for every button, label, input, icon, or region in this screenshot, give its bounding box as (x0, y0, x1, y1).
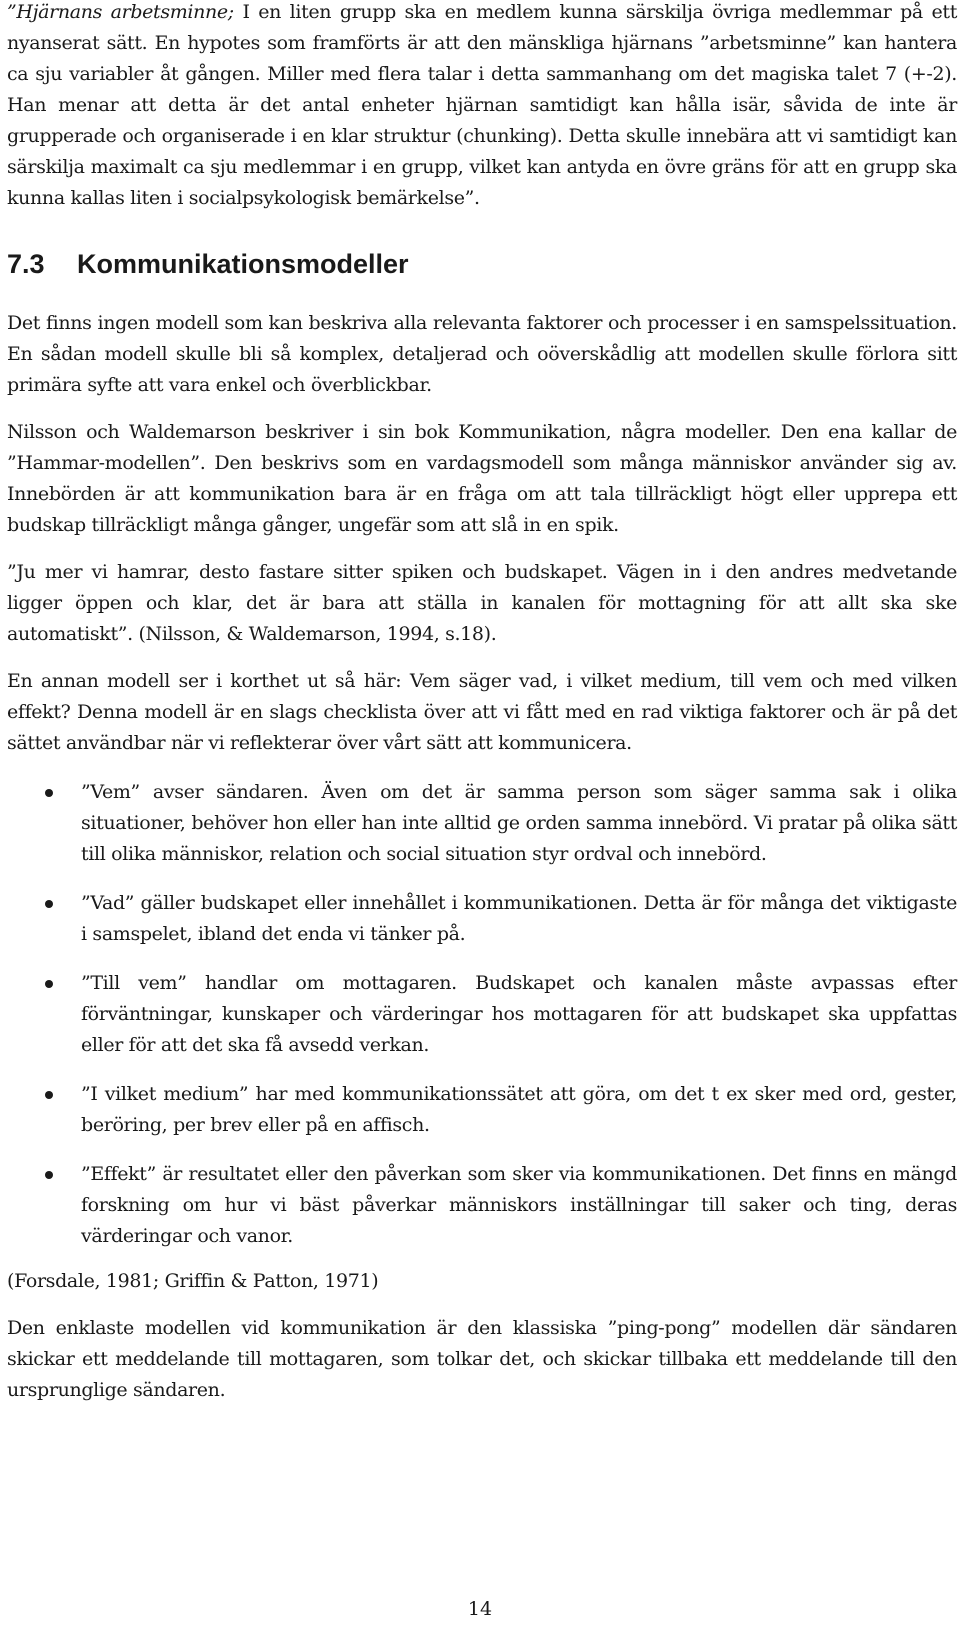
section-number: 7.3 (7, 249, 45, 279)
bullet-dot (45, 900, 53, 908)
body-text (7, 308, 957, 1406)
citation: (Forsdale, 1981; Griffin & Patton, 1971) (7, 1270, 379, 1292)
intro-lead-italic: ”Hjärnans arbetsminne; (7, 1, 234, 23)
list-item (7, 777, 957, 870)
intro-paragraph (7, 0, 957, 214)
paragraph-ping-pong: Den enklaste modellen vid kommunikation är den klassiska ”ping-pong” modellen där sändaren skickar ett meddelande till mottagaren, som tolkar det, och skickar tillbaka ett meddelande till den ursprunglige sändaren. (7, 1317, 957, 1401)
bullet-text: ”Effekt” är resultatet eller den påverkan som sker via kommunikationen. Det finns en mängd forskning om hur vi bäst påverkar människors inställningar till saker och ting, deras värderingar och vanor. (81, 1163, 957, 1247)
paragraph-model-limits: Det finns ingen modell som kan beskriva alla relevanta faktorer och processer i en samspelssituation. En sådan modell skulle bli så komplex, detaljerad och oöverskådlig att modellen skulle förlora sitt primära syfte att vara enkel och överblickbar. (7, 312, 957, 396)
bullet-text: ”Vem” avser sändaren. Även om det är samma person som säger samma sak i olika situationer, behöver hon eller han inte alltid ge orden samma innebörd. Vi pratar på olika sätt till olika människor, relation och social situation styr ordval och innebörd. (81, 781, 957, 865)
bullet-dot (45, 789, 53, 797)
list-item (7, 968, 957, 1061)
bullet-text: ”Till vem” handlar om mottagaren. Budskapet och kanalen måste avpassas efter förväntningar, kunskaper och värderingar hos mottagaren för att budskapet ska uppfattas eller för att det ska få avsedd verkan. (81, 972, 957, 1056)
paragraph-hammer-quote: ”Ju mer vi hamrar, desto fastare sitter spiken och budskapet. Vägen in i den andres medvetande ligger öppen och klar, det är bara att ställa in kanalen för mottagning för att allt ska ske automatiskt”. (Nilsson, & Waldemarson, 1994, s.18). (7, 561, 957, 645)
checklist-bullets (7, 777, 957, 1252)
paragraph-hammer-model: Nilsson och Waldemarson beskriver i sin bok Kommunikation, några modeller. Den ena kallar de ”Hammar-modellen”. Den beskrivs som en vardagsmodell som många människor använder sig av. Innebörden är att kommunikation bara är en fråga om att tala tillräckligt högt eller upprepa ett budskap tillräckligt många gånger, ungefär som att slå in en spik. (7, 421, 957, 536)
paragraph-checklist-model: En annan modell ser i korthet ut så här: Vem säger vad, i vilket medium, till vem och med vilken effekt? Denna modell är en slags checklista över att vi fått med en rad viktiga faktorer och är på det sättet användbar när vi reflekterar över vårt sätt att kommunicera. (7, 670, 957, 754)
list-item (7, 1159, 957, 1252)
bullet-dot (45, 1171, 53, 1179)
list-item (7, 1079, 957, 1141)
list-item (7, 888, 957, 950)
bullet-text: ”Vad” gäller budskapet eller innehållet i kommunikationen. Detta är för många det viktigaste i samspelet, ibland det enda vi tänker på. (81, 892, 957, 945)
bullet-dot (45, 1091, 53, 1099)
bullet-dot (45, 980, 53, 988)
section-heading (7, 248, 409, 280)
page-number: 14 (467, 1598, 493, 1620)
section-title: Kommunikationsmodeller (77, 249, 409, 279)
intro-text: I en liten grupp ska en medlem kunna särskilja övriga medlemmar på ett nyanserat sätt. En hypotes som framförts är att den mänskliga hjärnans ”arbetsminne” kan hantera ca sju variabler åt gången. Miller med flera talar i detta sammanhang om det magiska talet 7 (+-2). Han menar att detta är det antal enheter hjärnan samtidigt kan hålla isär, såvida de inte är grupperade och organiserade i en klar struktur (chunking). Detta skulle innebära att vi samtidigt kan särskilja maximalt ca sju medlemmar i en grupp, vilket kan antyda en övre gräns för att en grupp ska kunna kallas liten i socialpsykologisk bemärkelse”. (7, 1, 957, 209)
bullet-text: ”I vilket medium” har med kommunikationssätet att göra, om det t ex sker med ord, gester, beröring, per brev eller på en affisch. (81, 1083, 957, 1136)
